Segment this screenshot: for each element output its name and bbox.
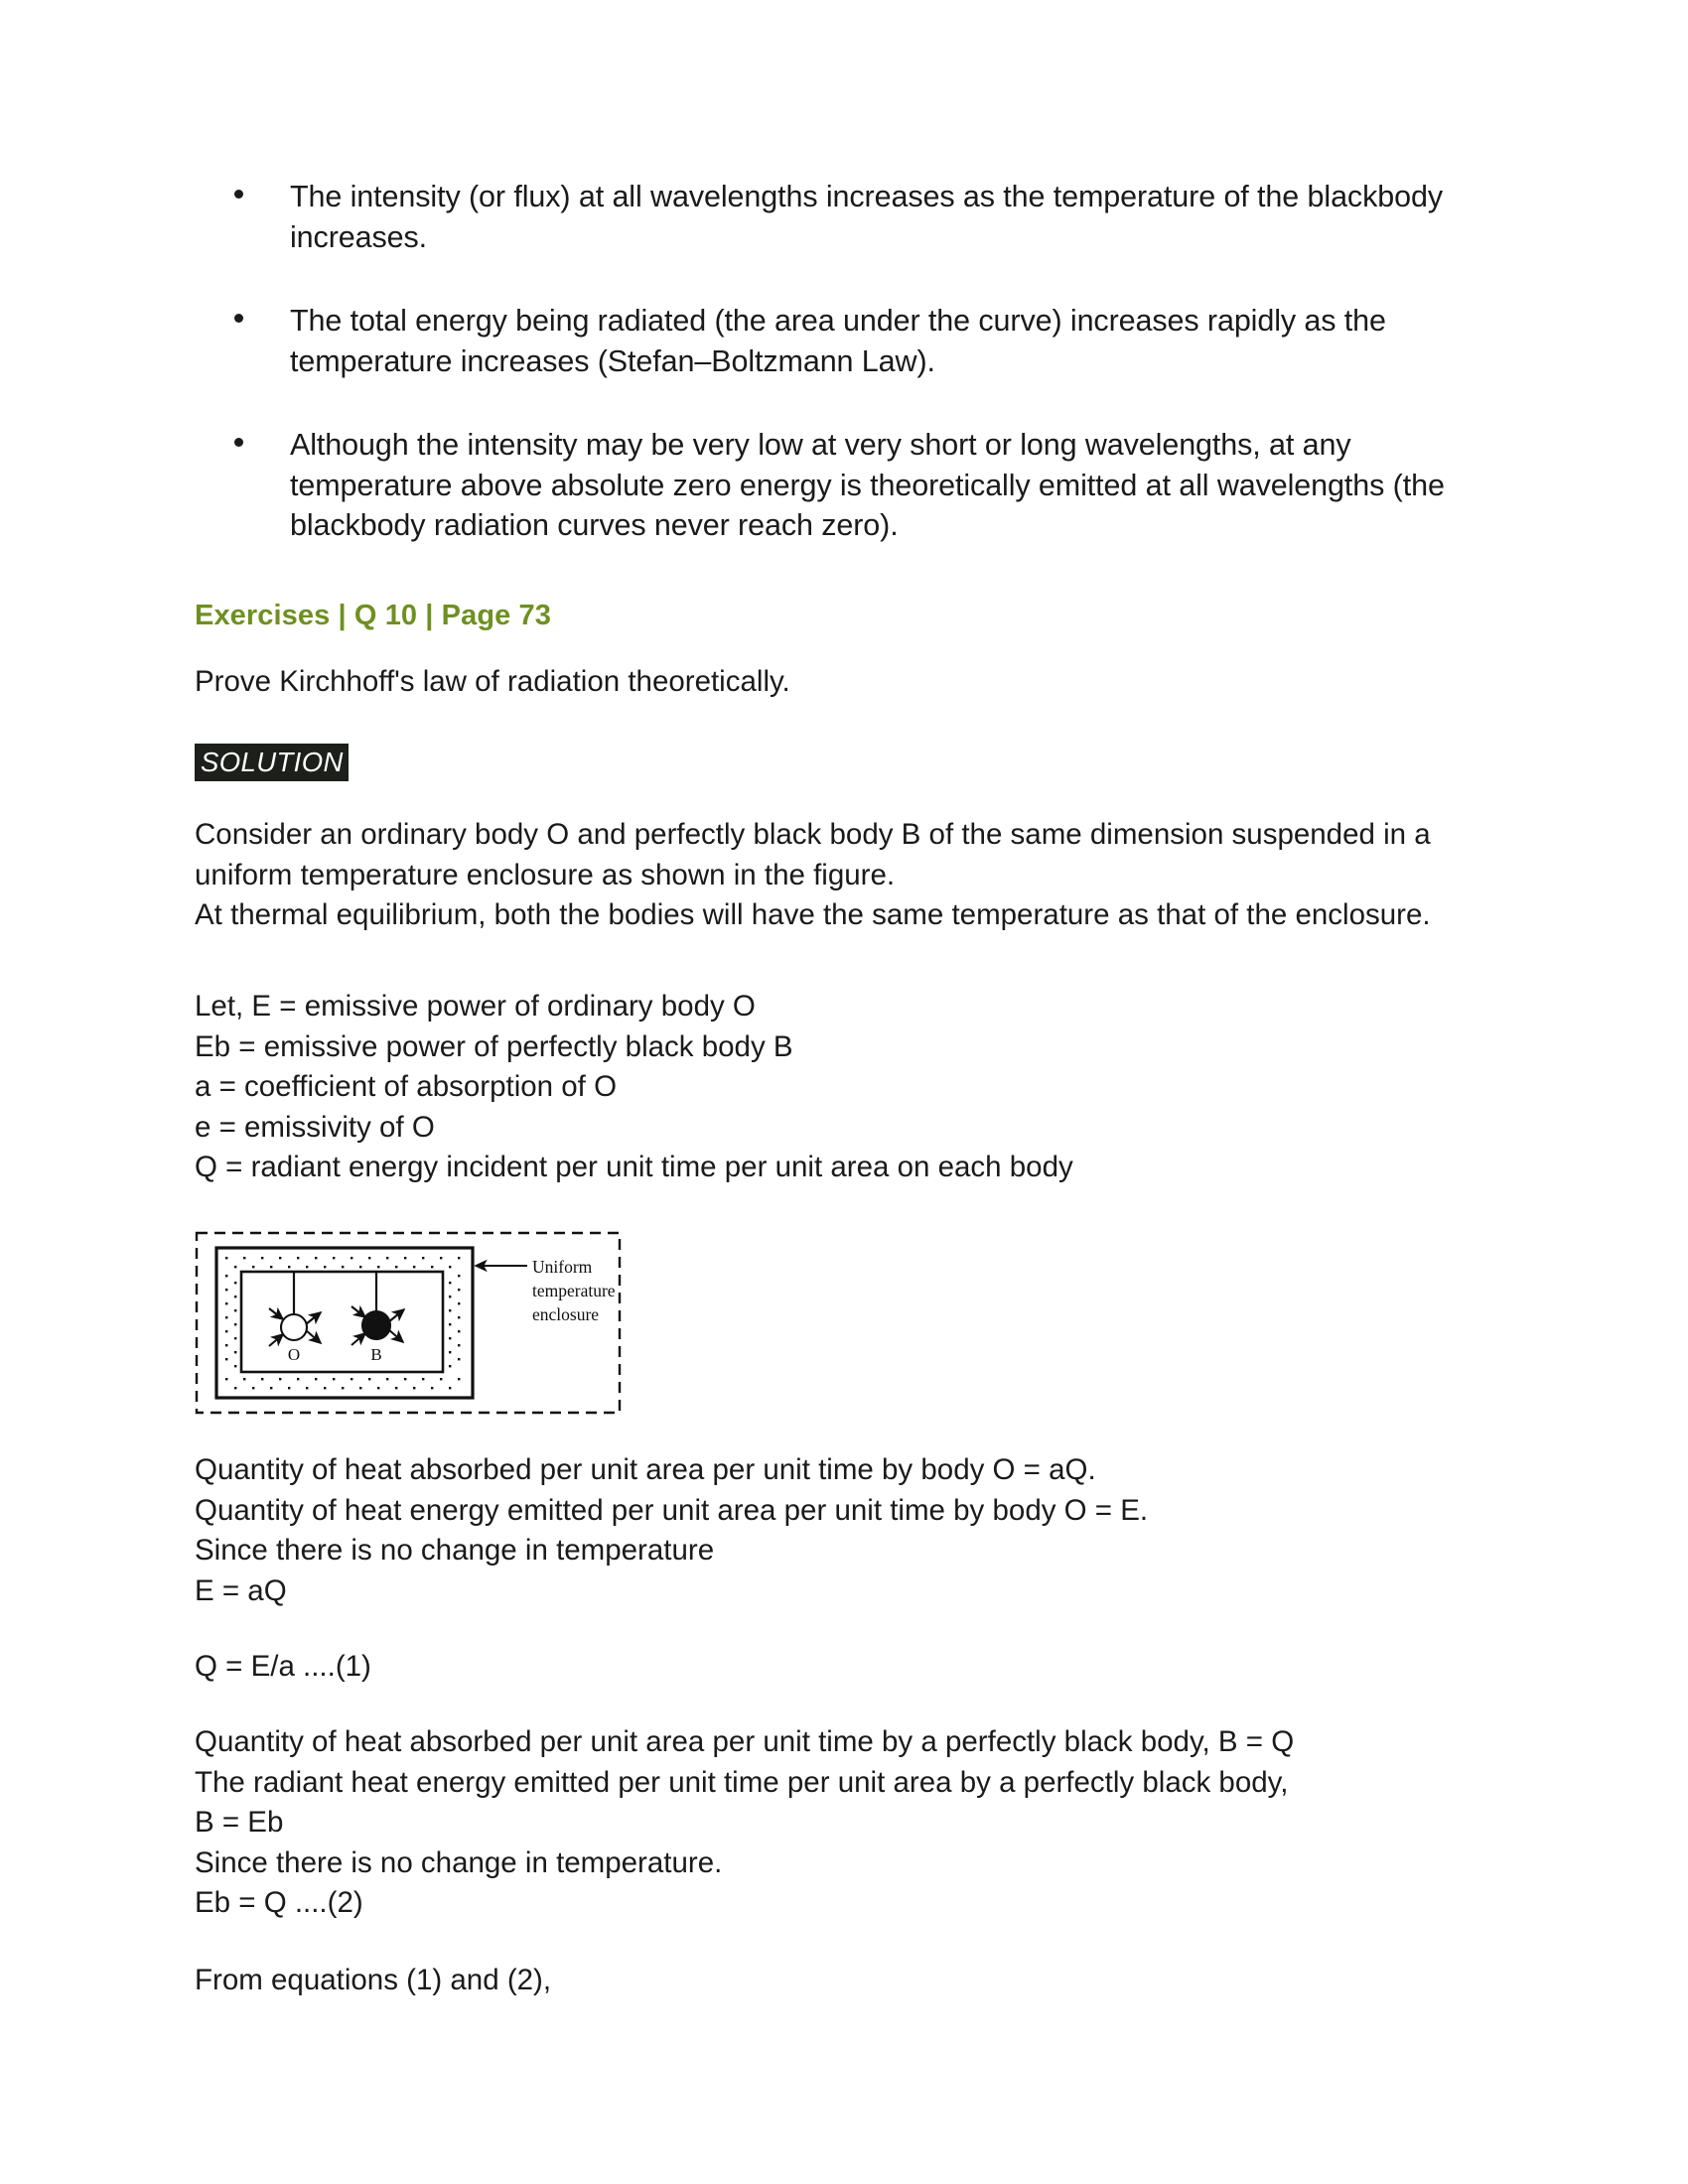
statement-line: B = Eb bbox=[195, 1806, 284, 1840]
body-b-statements bbox=[195, 1722, 1485, 1923]
bullet-dot-icon bbox=[234, 314, 243, 323]
enclosure-inner-cavity bbox=[241, 1272, 443, 1372]
list-item-text: The total energy being radiated (the area under the curve) increases rapidly as the temperature increases (Stefan–Boltzmann Law). bbox=[290, 304, 1386, 378]
list-item bbox=[195, 425, 1485, 546]
definition-line: Let, E = emissive power of ordinary body O bbox=[195, 990, 756, 1024]
statement-line: Quantity of heat absorbed per unit area per unit time by a perfectly black body, B = Q bbox=[195, 1725, 1295, 1759]
enclosure-label-line-3: enclosure bbox=[532, 1304, 600, 1325]
ordinary-body-circle bbox=[281, 1314, 307, 1340]
question-text: Prove Kirchhoff's law of radiation theoretically. bbox=[195, 664, 790, 698]
solution-badge: SOLUTION bbox=[195, 744, 349, 781]
definition-line: Eb = emissive power of perfectly black body B bbox=[195, 1029, 793, 1063]
enclosure-label-line-1: Uniform bbox=[532, 1257, 593, 1278]
list-item-text: The intensity (or flux) at all wavelengths increases as the temperature of the blackbody increases. bbox=[290, 180, 1443, 254]
black-body-label: B bbox=[370, 1345, 382, 1365]
statement-line: E = aQ bbox=[195, 1573, 287, 1607]
intro-paragraph-2: At thermal equilibrium, both the bodies will have the same temperature as that of the enclosure. bbox=[195, 897, 1431, 931]
statement-line: The radiant heat energy emitted per unit time per unit area by a perfectly black body, bbox=[195, 1765, 1289, 1799]
definition-line: e = emissivity of O bbox=[195, 1110, 435, 1144]
body-o-statements bbox=[195, 1450, 1485, 1611]
intro-paragraph-1: Consider an ordinary body O and perfectly black body B of the same dimension suspended in a uniform temperature enclosure as shown in the figure. bbox=[195, 818, 1431, 891]
list-item-text: Although the intensity may be very low at very short or long wavelengths, at any temperature above absolute zero energy is theoretically emitted at all wavelengths (the blackbody radiation curves never reach zero). bbox=[290, 428, 1445, 543]
statement-line: Quantity of heat energy emitted per unit area per unit time by body O = E. bbox=[195, 1493, 1149, 1527]
list-item bbox=[195, 177, 1485, 257]
solution-badge-row bbox=[195, 744, 1485, 781]
definitions-block bbox=[195, 987, 1485, 1187]
page-content bbox=[195, 177, 1485, 2001]
black-body-circle bbox=[362, 1311, 390, 1339]
definition-line: Q = radiant energy incident per unit time per unit area on each body bbox=[195, 1150, 1073, 1183]
statement-line: Quantity of heat absorbed per unit area per unit time by body O = aQ. bbox=[195, 1453, 1096, 1487]
bullet-dot-icon bbox=[234, 190, 243, 199]
exercise-heading: Exercises | Q 10 | Page 73 bbox=[195, 599, 552, 631]
statement-line: Eb = Q ....(2) bbox=[195, 1886, 363, 1919]
enclosure-figure bbox=[195, 1231, 622, 1415]
statement-line: Since there is no change in temperature. bbox=[195, 1845, 723, 1879]
definition-line: a = coefficient of absorption of O bbox=[195, 1070, 618, 1104]
key-points-list bbox=[195, 177, 1485, 546]
enclosure-label-line-2: temperature bbox=[532, 1281, 616, 1301]
closing-line: From equations (1) and (2), bbox=[195, 1964, 552, 1997]
enclosure-diagram-svg bbox=[195, 1231, 622, 1415]
equation-1: Q = E/a ....(1) bbox=[195, 1649, 371, 1683]
bullet-dot-icon bbox=[234, 438, 243, 447]
ordinary-body-label: O bbox=[287, 1345, 301, 1365]
list-item bbox=[195, 301, 1485, 381]
statement-line: Since there is no change in temperature bbox=[195, 1534, 715, 1568]
